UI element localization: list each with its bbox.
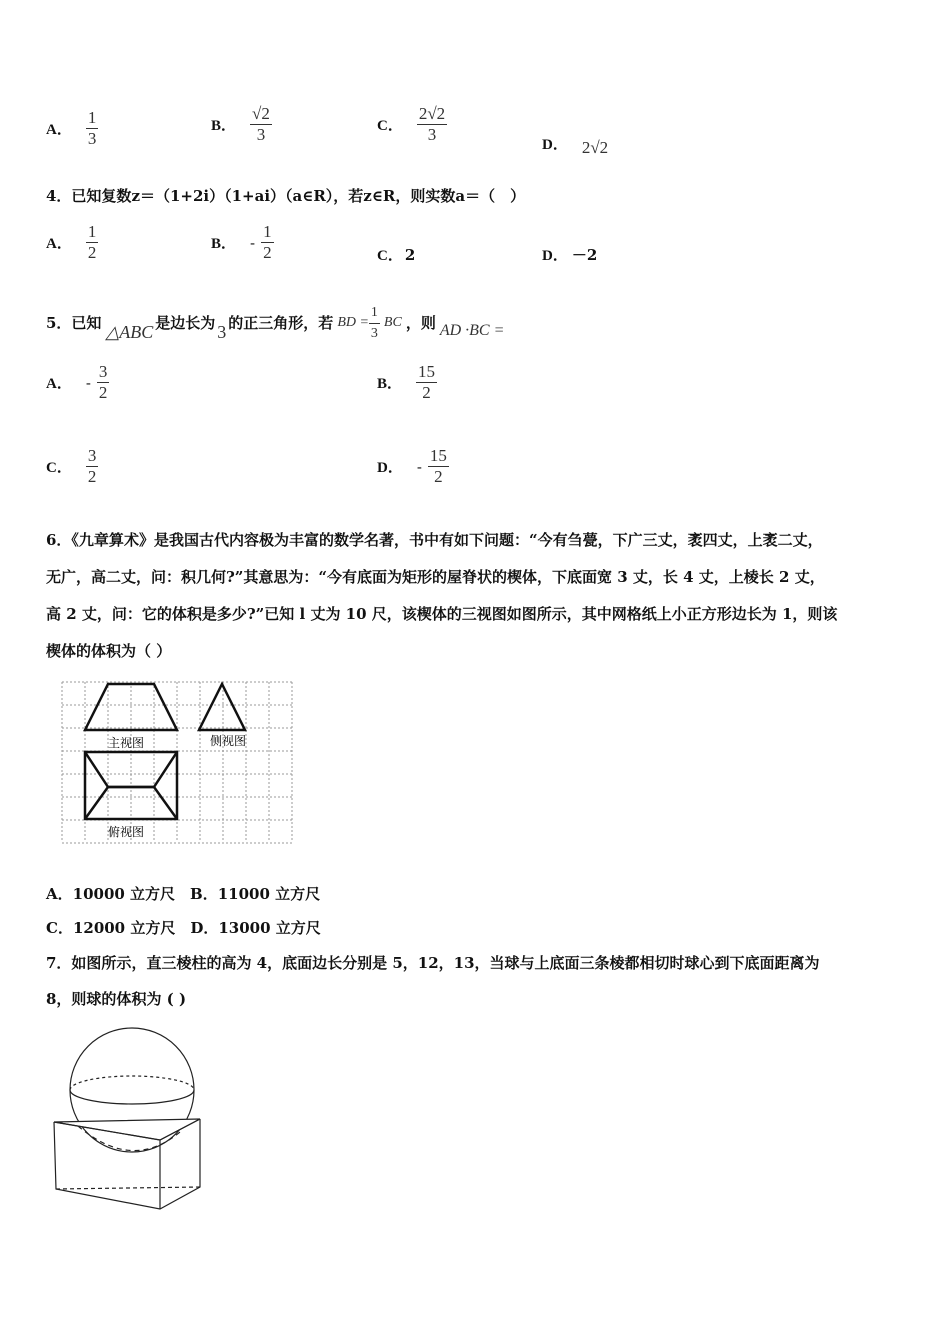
- sphere-equator-front: [70, 1090, 194, 1104]
- fraction: [369, 303, 380, 344]
- denominator: 2: [422, 383, 431, 402]
- numerator: √2: [252, 104, 270, 123]
- option-label: B．: [377, 376, 403, 392]
- prism-sphere-figure: [48, 1022, 208, 1214]
- vector-bd: BD =: [337, 315, 369, 330]
- q6-line-2: 无广，高二丈，问：积几何?”其意思为：“今有底面为矩形的屋脊状的楔体，下底面宽 3 丈，长 4 丈，上棱长 2 丈，: [46, 568, 825, 586]
- option-label: A．: [46, 236, 72, 252]
- vector-ad: AD: [439, 322, 462, 339]
- q5-option-d[interactable]: [377, 446, 449, 487]
- option-label: B．: [211, 236, 237, 252]
- denominator: 3: [87, 129, 97, 148]
- front-view-label: 主视图: [108, 736, 145, 750]
- three-view-figure: [60, 680, 294, 846]
- q4-option-b[interactable]: [211, 222, 274, 263]
- fraction: [97, 362, 110, 403]
- q6-options-row-2[interactable]: C．12000 立方尺 D．13000 立方尺: [46, 919, 321, 937]
- denominator: 2: [87, 467, 97, 486]
- minus-sign: -: [416, 457, 422, 476]
- fraction: [416, 362, 437, 403]
- side-view-triangle: [199, 684, 245, 730]
- vector-bc-equals: ·BC =: [465, 322, 505, 339]
- denominator: 2: [434, 467, 443, 486]
- text: 5．已知: [46, 314, 102, 332]
- option-label: D．: [377, 460, 403, 476]
- option-label: C．: [377, 248, 403, 264]
- numerator: 1: [369, 303, 380, 324]
- numerator: 15: [429, 446, 447, 465]
- text: ，则: [405, 314, 436, 332]
- denominator: 3: [370, 325, 378, 341]
- text: 是边长为: [155, 314, 216, 332]
- q5-option-b[interactable]: [377, 362, 437, 403]
- q5-option-a[interactable]: [46, 362, 109, 403]
- q6-line-1: 6．《九章算术》是我国古代内容极为丰富的数学名著，书中有如下问题：“今有刍甍，下广三丈，袤四丈，上袤二丈，: [46, 531, 823, 549]
- numerator: 3: [98, 362, 108, 381]
- fraction: [428, 446, 449, 487]
- q3-option-d[interactable]: [542, 128, 608, 158]
- fraction: [261, 222, 274, 263]
- q5-stem: [46, 298, 504, 348]
- math-number: 3: [217, 322, 227, 342]
- fraction: [250, 104, 272, 145]
- numerator: 3: [87, 446, 97, 465]
- option-value: 2: [404, 245, 416, 264]
- fraction: [86, 108, 99, 149]
- side-view-label: 侧视图: [210, 734, 247, 748]
- q4-option-d[interactable]: [542, 244, 597, 265]
- minus-sign: -: [250, 233, 256, 252]
- top-view-ridge-upper: [85, 752, 177, 787]
- option-label: A．: [46, 122, 72, 138]
- q3-option-c[interactable]: [377, 104, 447, 145]
- vector-bc: BC: [383, 315, 402, 330]
- numerator: 15: [418, 362, 436, 381]
- option-label: D．: [542, 136, 568, 153]
- q6-line-4: 楔体的体积为（ ）: [46, 642, 172, 660]
- top-view-label: 俯视图: [108, 825, 145, 839]
- minus-sign: -: [85, 373, 91, 392]
- fraction: [86, 446, 99, 487]
- numerator: 2√2: [418, 104, 446, 123]
- denominator: 3: [256, 125, 266, 144]
- numerator: 1: [87, 108, 97, 127]
- math-triangle: △ABC: [105, 322, 154, 342]
- fraction: [417, 104, 447, 145]
- fraction: [86, 222, 99, 263]
- q7-line-2: 8，则球的体积为 ( ): [46, 990, 187, 1008]
- prism-hidden-edge: [56, 1187, 200, 1189]
- option-label: A．: [46, 376, 72, 392]
- text: 的正三角形，若: [228, 314, 334, 332]
- q5-option-c[interactable]: [46, 446, 98, 487]
- q3-option-a[interactable]: [46, 108, 98, 149]
- option-label: D．: [542, 248, 568, 264]
- denominator: 3: [427, 125, 437, 144]
- q4-option-a[interactable]: [46, 222, 98, 263]
- option-label: B．: [211, 118, 237, 134]
- q4-stem: 4．已知复数z＝（1+2i）（1+ai）（a∈R），若z∈R，则实数a＝（ ）: [46, 187, 526, 205]
- sphere-equator-back: [70, 1076, 194, 1090]
- q6-options-row-1[interactable]: A．10000 立方尺 B．11000 立方尺: [46, 885, 321, 903]
- option-label: C．: [377, 118, 403, 134]
- q7-line-1: 7．如图所示，直三棱柱的高为 4，底面边长分别是 5，12，13，当球与上底面三条棱都相切时球心到下底面距离为: [46, 954, 820, 972]
- denominator: 2: [98, 383, 108, 402]
- denominator: 2: [87, 243, 97, 262]
- numerator: 1: [87, 222, 97, 241]
- option-value: －2: [571, 246, 598, 264]
- prism-top: [54, 1119, 200, 1140]
- option-value: 2√2: [581, 138, 609, 157]
- denominator: 2: [263, 243, 272, 262]
- q6-line-3: 高 2 丈，问：它的体积是多少?”已知 l 丈为 10 尺，该楔体的三视图如图所示，其中网格纸上小正方形边长为 1，则该: [46, 605, 838, 623]
- q4-option-c[interactable]: [377, 244, 415, 265]
- q3-option-b[interactable]: [211, 104, 272, 145]
- numerator: 1: [263, 222, 272, 241]
- option-label: C．: [46, 460, 72, 476]
